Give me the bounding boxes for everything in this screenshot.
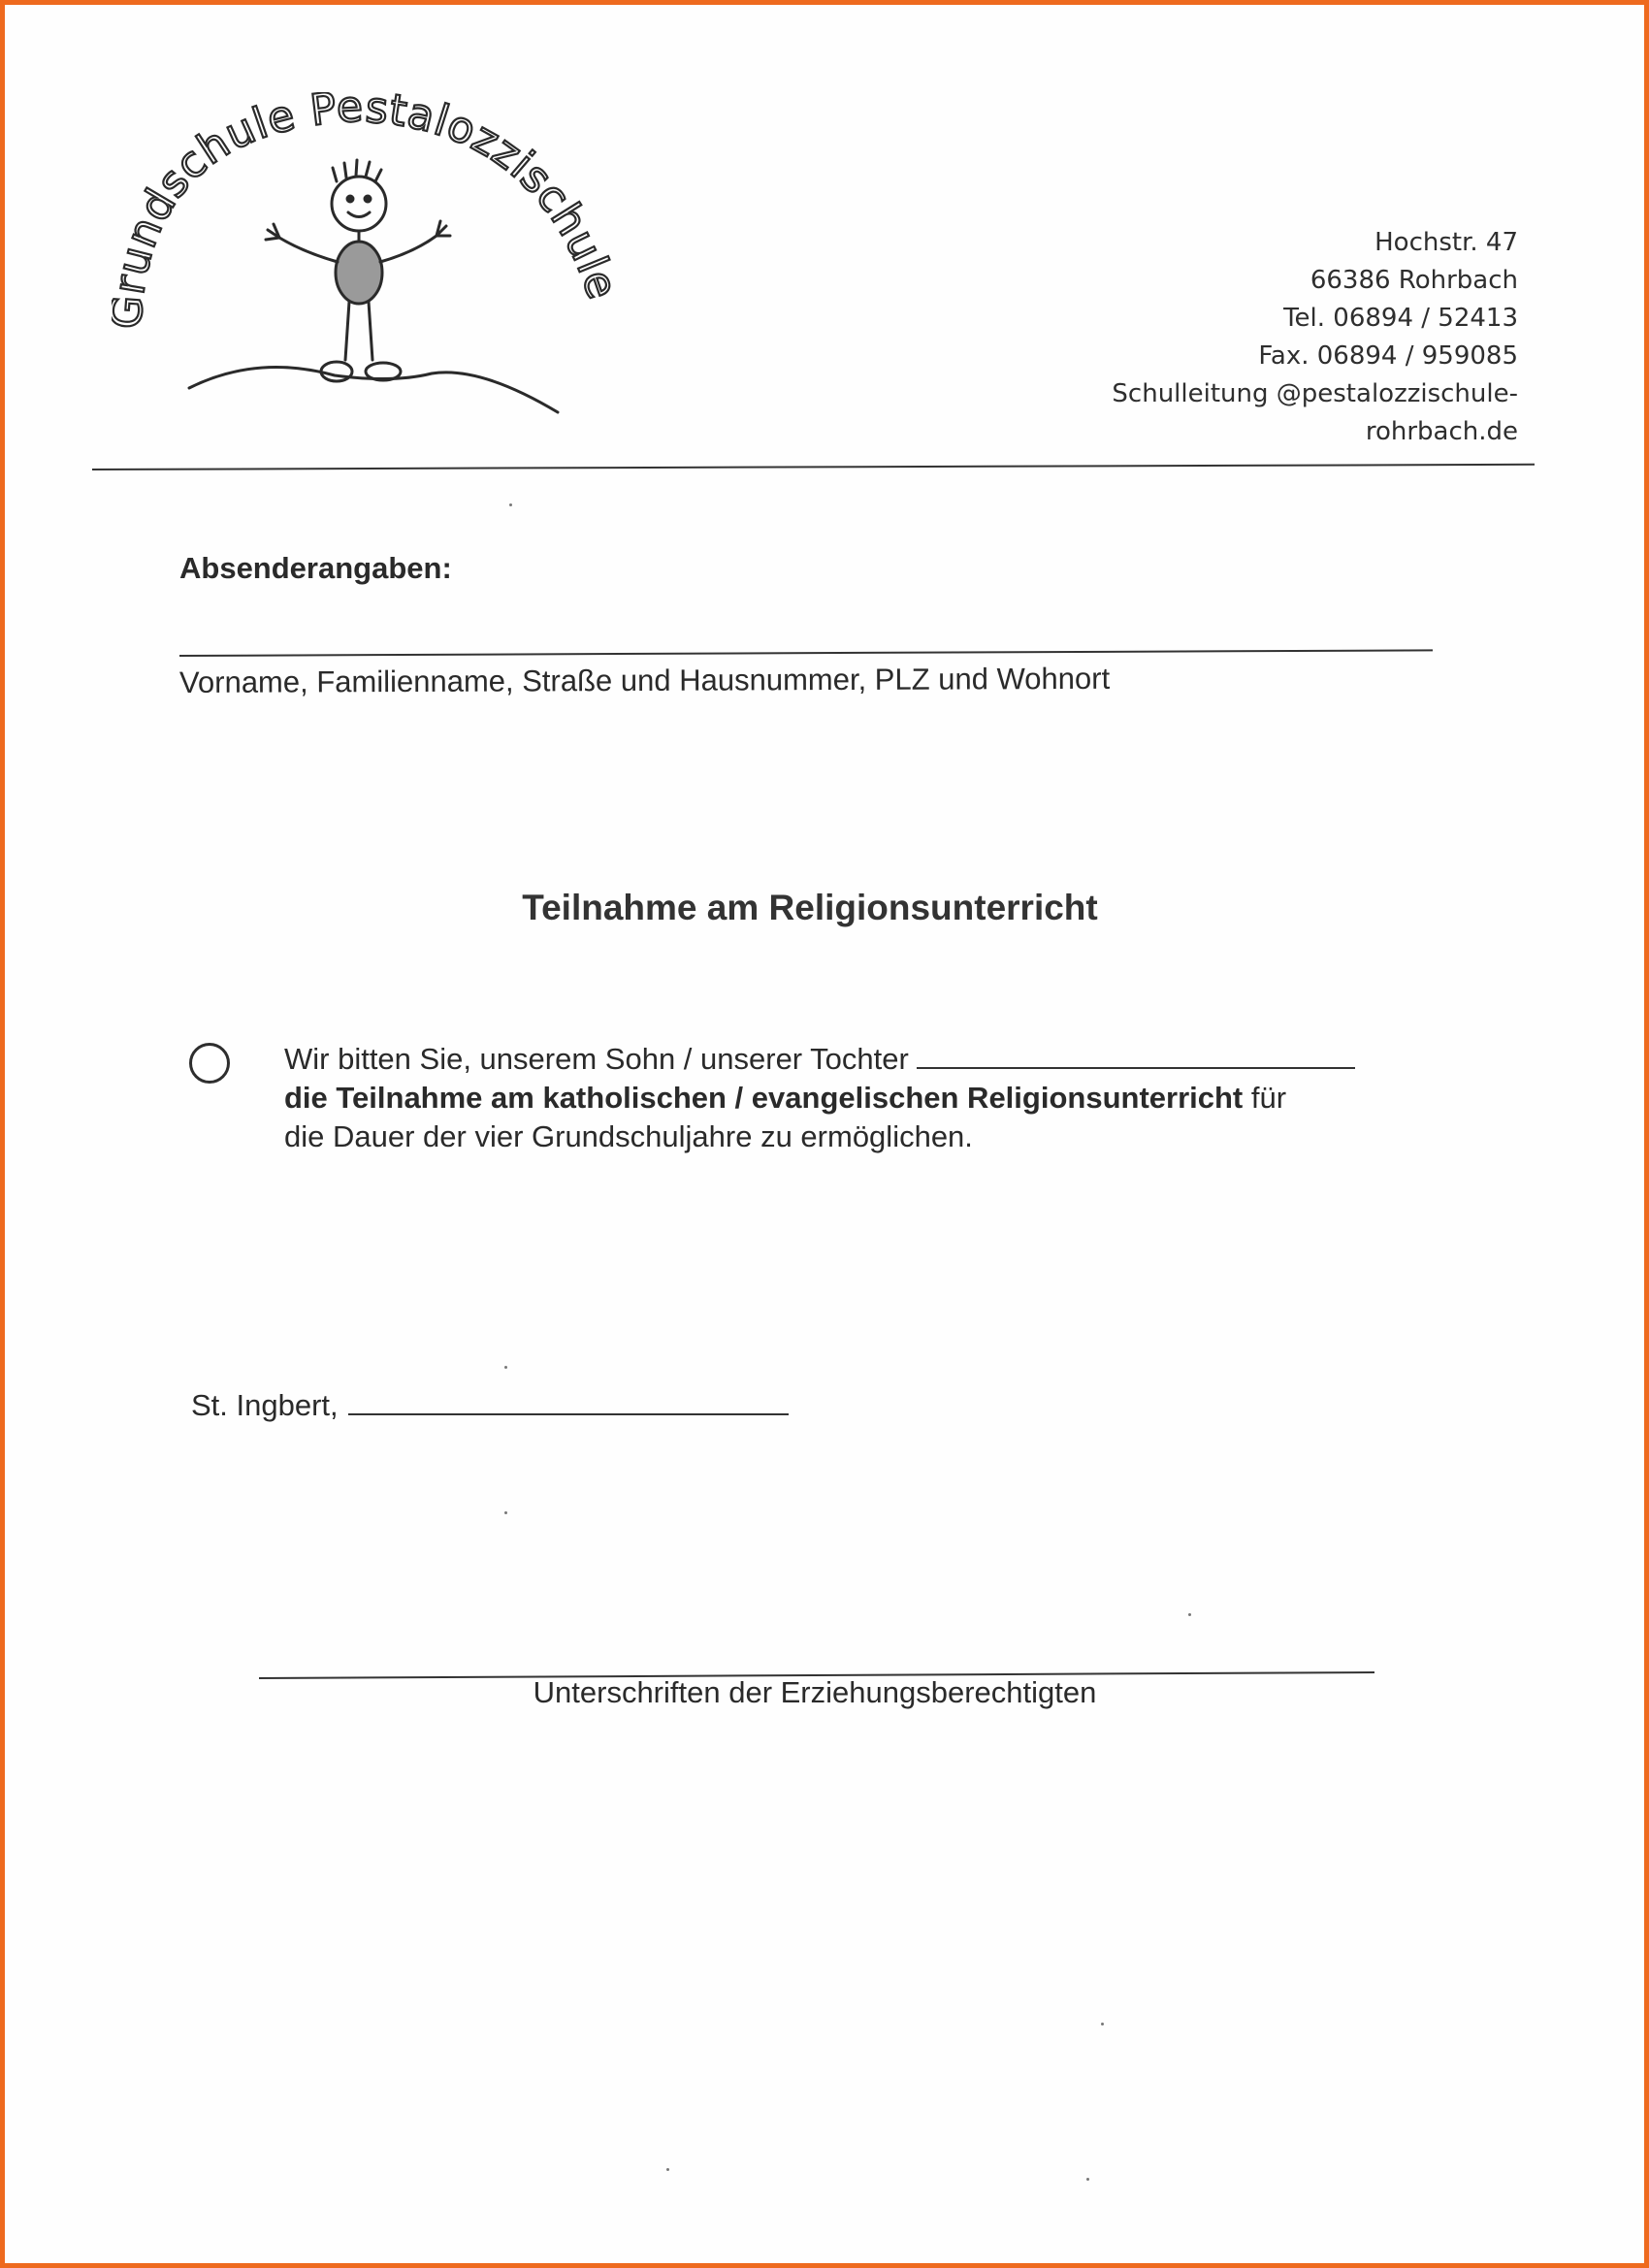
scan-speck	[1188, 1613, 1191, 1616]
scan-speck	[1101, 2023, 1104, 2025]
child-name-fill-line[interactable]	[917, 1040, 1355, 1069]
option-line-3: die Dauer der vier Grundschuljahre zu ermöglichen.	[284, 1119, 973, 1153]
school-address	[1112, 224, 1518, 451]
form-title-text: Teilnahme am Religionsunterricht	[522, 888, 1098, 927]
scan-speck	[509, 503, 512, 506]
option-text	[284, 1040, 1448, 1156]
option-line-2	[284, 1079, 1448, 1118]
option-line-1	[284, 1040, 1448, 1079]
school-logo	[112, 92, 635, 422]
header-divider	[92, 464, 1535, 470]
sender-caption: Vorname, Familienname, Straße und Hausnummer, PLZ und Wohnort	[178, 661, 1111, 699]
signature-caption: Unterschriften der Erziehungsberechtigten	[533, 1675, 1097, 1709]
option-line-2-bold: die Teilnahme am katholischen / evangelischen Religionsunterricht	[284, 1081, 1244, 1115]
place-label: St. Ingbert,	[191, 1388, 339, 1422]
scan-speck	[504, 1511, 507, 1514]
address-email-line2: rohrbach.de	[1365, 417, 1518, 446]
address-email-line1: Schulleitung @pestalozzischule-	[1112, 379, 1518, 408]
address-city: 66386 Rohrbach	[1310, 266, 1518, 295]
scan-speck	[1086, 2178, 1089, 2181]
logo-arc-text: undschule Pestalozzischule	[112, 92, 628, 307]
address-street: Hochstr. 47	[1374, 228, 1518, 257]
form-title	[5, 888, 1615, 928]
stick-figure-icon	[189, 160, 558, 412]
date-fill-line[interactable]	[348, 1386, 789, 1415]
participation-radio[interactable]	[189, 1043, 230, 1084]
scan-speck	[504, 1366, 507, 1369]
address-fax: Fax. 06894 / 959085	[1258, 341, 1518, 371]
school-logo-drawing	[112, 92, 635, 422]
sender-fill-line[interactable]	[179, 649, 1433, 657]
option-line-2-rest: für	[1243, 1081, 1287, 1115]
address-phone: Tel. 06894 / 52413	[1283, 304, 1518, 333]
scan-speck	[666, 2168, 669, 2171]
sender-heading: Absenderangaben:	[179, 551, 452, 585]
place-date-row	[191, 1386, 789, 1423]
option-line-1-text: Wir bitten Sie, unserem Sohn / unserer Tochter	[284, 1042, 909, 1076]
